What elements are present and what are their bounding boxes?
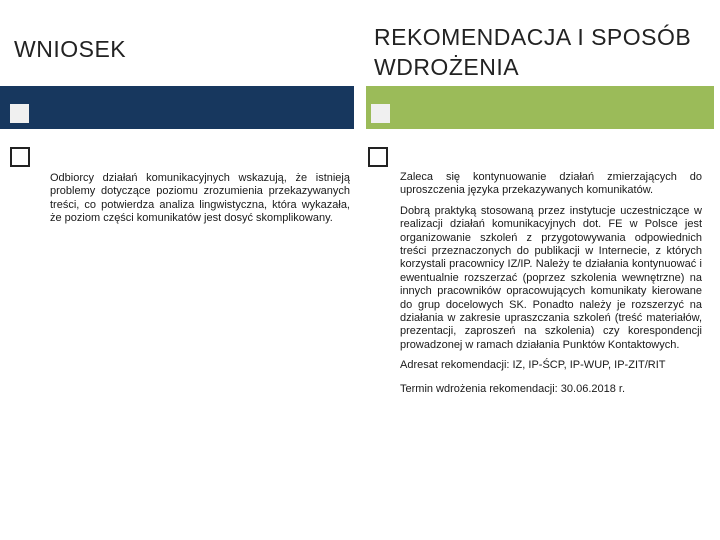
conclusion-title: WNIOSEK xyxy=(14,36,127,62)
recommendation-paragraph: Zaleca się kontynuowanie działań zmierzających do uproszczenia języka przekazywanych komunikatów. xyxy=(400,171,702,197)
recommendation-paragraph: Dobrą praktyką stosowaną przez instytucje uczestniczące w realizacji działań komunikacyjnych dot. FE w Polsce jest organizowanie szkoleń z przygotowywania odpowiednich treści przeznaczonych do publikacji w Internecie, z których korzystali pracownicy IZ/IP. Należy te działania kontynuować i ewentualnie rozszerzać (poprzez szkolenia wewnętrzne) na innych pracowników opracowujących komunikaty kierowane do grup docelowych SK. Ponadto należy je rozszerzyć na działania w zakresie upraszczania szkoleń (treść materiałów, prezentacji, zaproszeń na szkolenia) czy korespondencji prowadzonej w ramach działania Punktów Kontaktowych. xyxy=(400,204,702,351)
checkbox-icon xyxy=(10,147,30,167)
recommendation-title: REKOMENDACJA I SPOSÓB WDROŻENIA xyxy=(374,24,692,80)
recommendation-header-bar xyxy=(366,86,714,129)
checkbox-icon xyxy=(368,147,388,167)
conclusion-header-bar xyxy=(0,86,354,129)
recommendation-body xyxy=(400,171,702,403)
square-icon xyxy=(10,104,29,123)
square-icon xyxy=(371,104,390,123)
conclusion-text: Odbiorcy działań komunikacyjnych wskazują, że istnieją problemy dotyczące poziomu zrozumienia przekazywanych treści, co potwierdza analiza lingwistyczna, która wykazała, że poziom części komunikatów jest dosyć skomplikowany. xyxy=(50,172,350,225)
recommendation-addressee: Adresat rekomendacji: IZ, IP-ŚCP, IP-WUP, IP-ZIT/RIT xyxy=(400,359,666,372)
recommendation-deadline: Termin wdrożenia rekomendacji: 30.06.2018 r. xyxy=(400,382,626,395)
